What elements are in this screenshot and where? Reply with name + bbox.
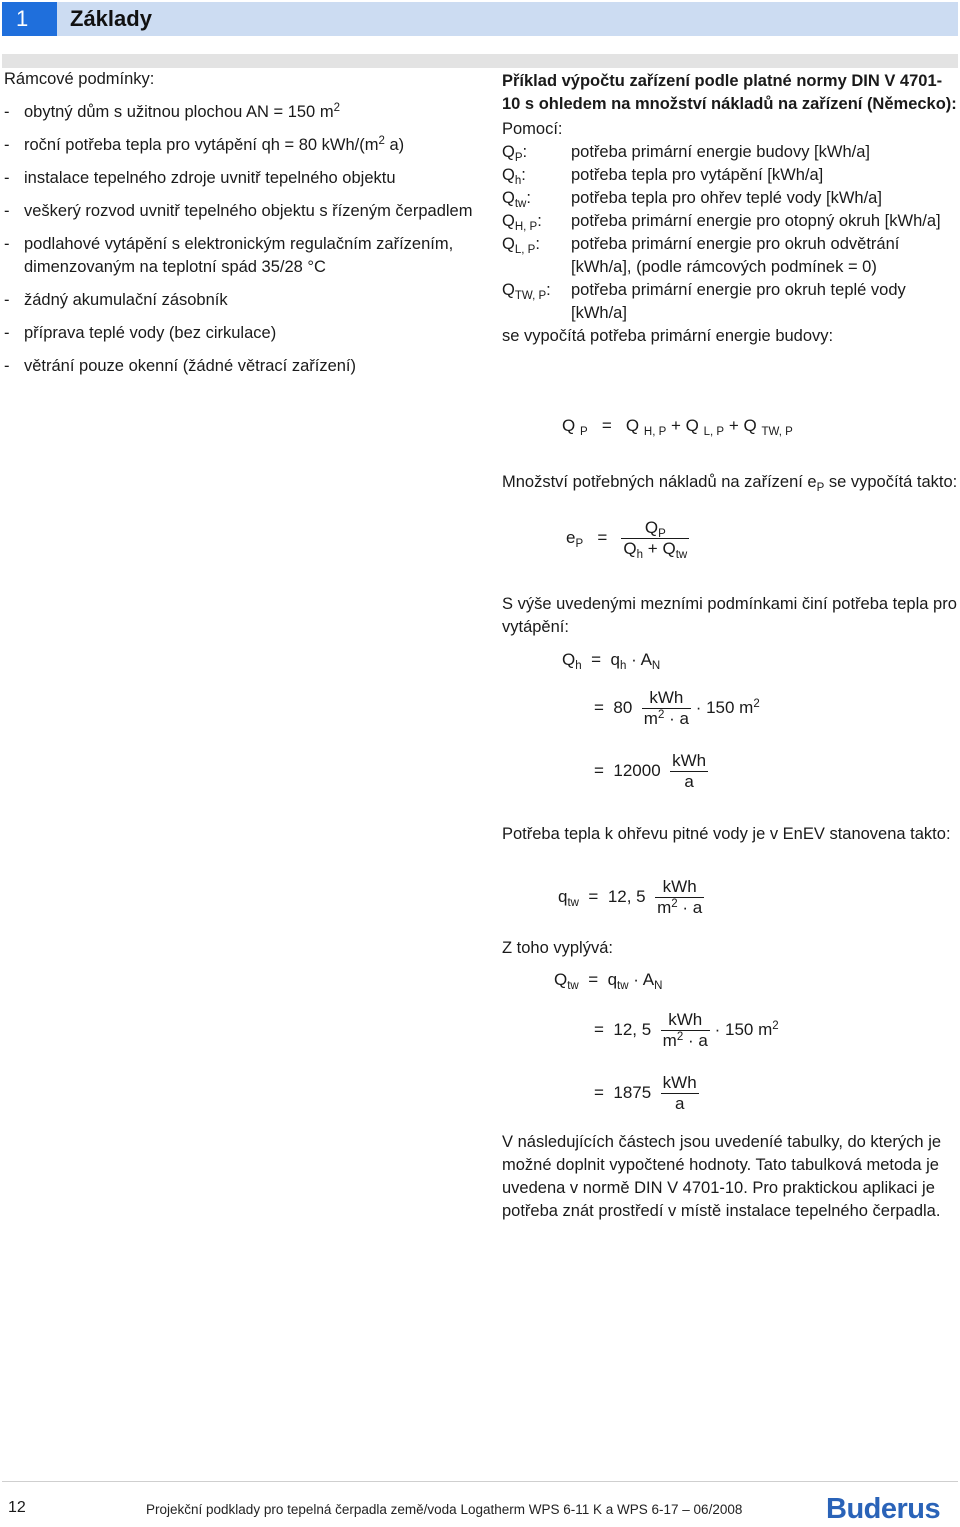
left-column (4, 68, 474, 388)
footer-divider (2, 1481, 958, 1482)
equation-qh: $Q_h = q_h \cdot A_N$ (562, 650, 661, 672)
list-item: - obytný dům s užitnou plochou AN = 150 $m^2$ (4, 102, 340, 121)
symbol-row: $Q_{L, P}$: potřeba primární energie pro okruh odvětrání [kWh/a], (podle rámcových podmínek = 0) (502, 235, 900, 276)
equation-Qtw-line2: = 12, 5 $\frac{\text{kWh}}{m^2 \cdot a}$ · 150 $m^2$ (594, 1010, 779, 1050)
list-item: - veškerý rozvod uvnitř tepelného objektu s řízeným čerpadlem (4, 202, 473, 220)
footer-text: Projekční podklady pro tepelná čerpadla země/voda Logatherm WPS 6-11 K a WPS 6-17 – 06/2008 (146, 1502, 743, 1517)
section-divider (2, 54, 958, 68)
potreba-tepla-text: Potřeba tepla k ohřevu pitné vody je v EnEV stanovena takto: (502, 825, 951, 843)
list-item: - podlahové vytápění s elektronickým regulačním zařízením, dimenzovaným na teplotní spád 35/28 °C (4, 235, 454, 276)
se-vypocita-text: se vypočítá potřeba primární energie budovy: (502, 327, 834, 345)
right-column (502, 70, 958, 348)
buderus-logo: Buderus (826, 1493, 941, 1525)
pomoci-label: Pomocí: (502, 120, 563, 138)
equation-qh-line2: = 80 $\frac{\text{kWh}}{m^2 \cdot a}$ · 150 $m^2$ (594, 688, 760, 728)
equation-Qtw-line3: = 1875 $\frac{\text{kWh}}{a}$ (594, 1073, 697, 1113)
symbol-row: $Q_{TW, P}$: potřeba primární energie pro okruh teplé vody [kWh/a] (502, 281, 906, 322)
ep-fraction: $\frac{Q_P}{Q_h + Q_{tw}}$ (623, 518, 688, 561)
equation-Qtw: $Q_{tw} = q_{tw} \cdot A_N$ (554, 970, 663, 992)
equation-primary-energy: Q $_P$ = Q $_{H, P}$ + Q $_{L, P}$ + Q $_{TW, P}$ (562, 416, 793, 438)
list-item: - žádný akumulační zásobník (4, 291, 228, 309)
list-item: - větrání pouze okenní (žádné větrací zařízení) (4, 357, 357, 375)
closing-paragraph: V následujících částech jsou uvedeníé tabulky, do kterých je možné doplnit vypočtené hodnoty. Tato tabulková metoda je uvedena v normě DIN V 4701-10. Pro praktickou aplikaci je potřeba znát prostředí v místě instalace tepelného čerpadla. (502, 1133, 942, 1220)
symbol-row: $Q_P$: potřeba primární energie budovy [kWh/a] (502, 143, 870, 164)
symbol-row: $Q_{tw}$: potřeba tepla pro ohřev teplé vody [kWh/a] (502, 189, 882, 210)
equation-qh-line3: = 12000 $\frac{\text{kWh}}{a}$ (594, 751, 707, 791)
example-heading: Příklad výpočtu zařízení podle platné normy DIN V 4701-10 s ohledem na množství nákladů na zařízení (Německo): (502, 72, 957, 113)
mnozstvi-text: Množství potřebných nákladů na zařízení $e_P$ se vypočítá takto: (502, 473, 958, 494)
conditions-intro: Rámcové podmínky: (4, 70, 155, 88)
equation-qtw: $q_{tw} = 12$, 5 $\frac{\text{kWh}}{m^2 \cdot a}$ (558, 877, 703, 917)
chapter-number: 1 (2, 2, 57, 36)
z-toho-text: Z toho vyplývá: (502, 939, 613, 957)
equation-ep: $e_P$ = $\frac{Q_P}{Q_h + Q_{tw}}$ (566, 518, 688, 561)
page-number: 12 (8, 1499, 26, 1516)
list-item: - příprava teplé vody (bez cirkulace) (4, 324, 277, 342)
list-item: - roční potřeba tepla pro vytápění qh = 80 kWh/($m^2$ a) (4, 135, 405, 154)
list-item: - instalace tepelného zdroje uvnitř tepelného objektu (4, 169, 396, 187)
symbol-row: $Q_{H, P}$: potřeba primární energie pro otopný okruh [kWh/a] (502, 212, 941, 233)
chapter-title: Základy (70, 6, 152, 31)
s-vyse-text: S výše uvedenými mezními podmínkami činí potřeba tepla pro vytápění: (502, 595, 957, 636)
symbol-row: $Q_h$: potřeba tepla pro vytápění [kWh/a] (502, 166, 824, 187)
chapter-header (2, 2, 958, 36)
